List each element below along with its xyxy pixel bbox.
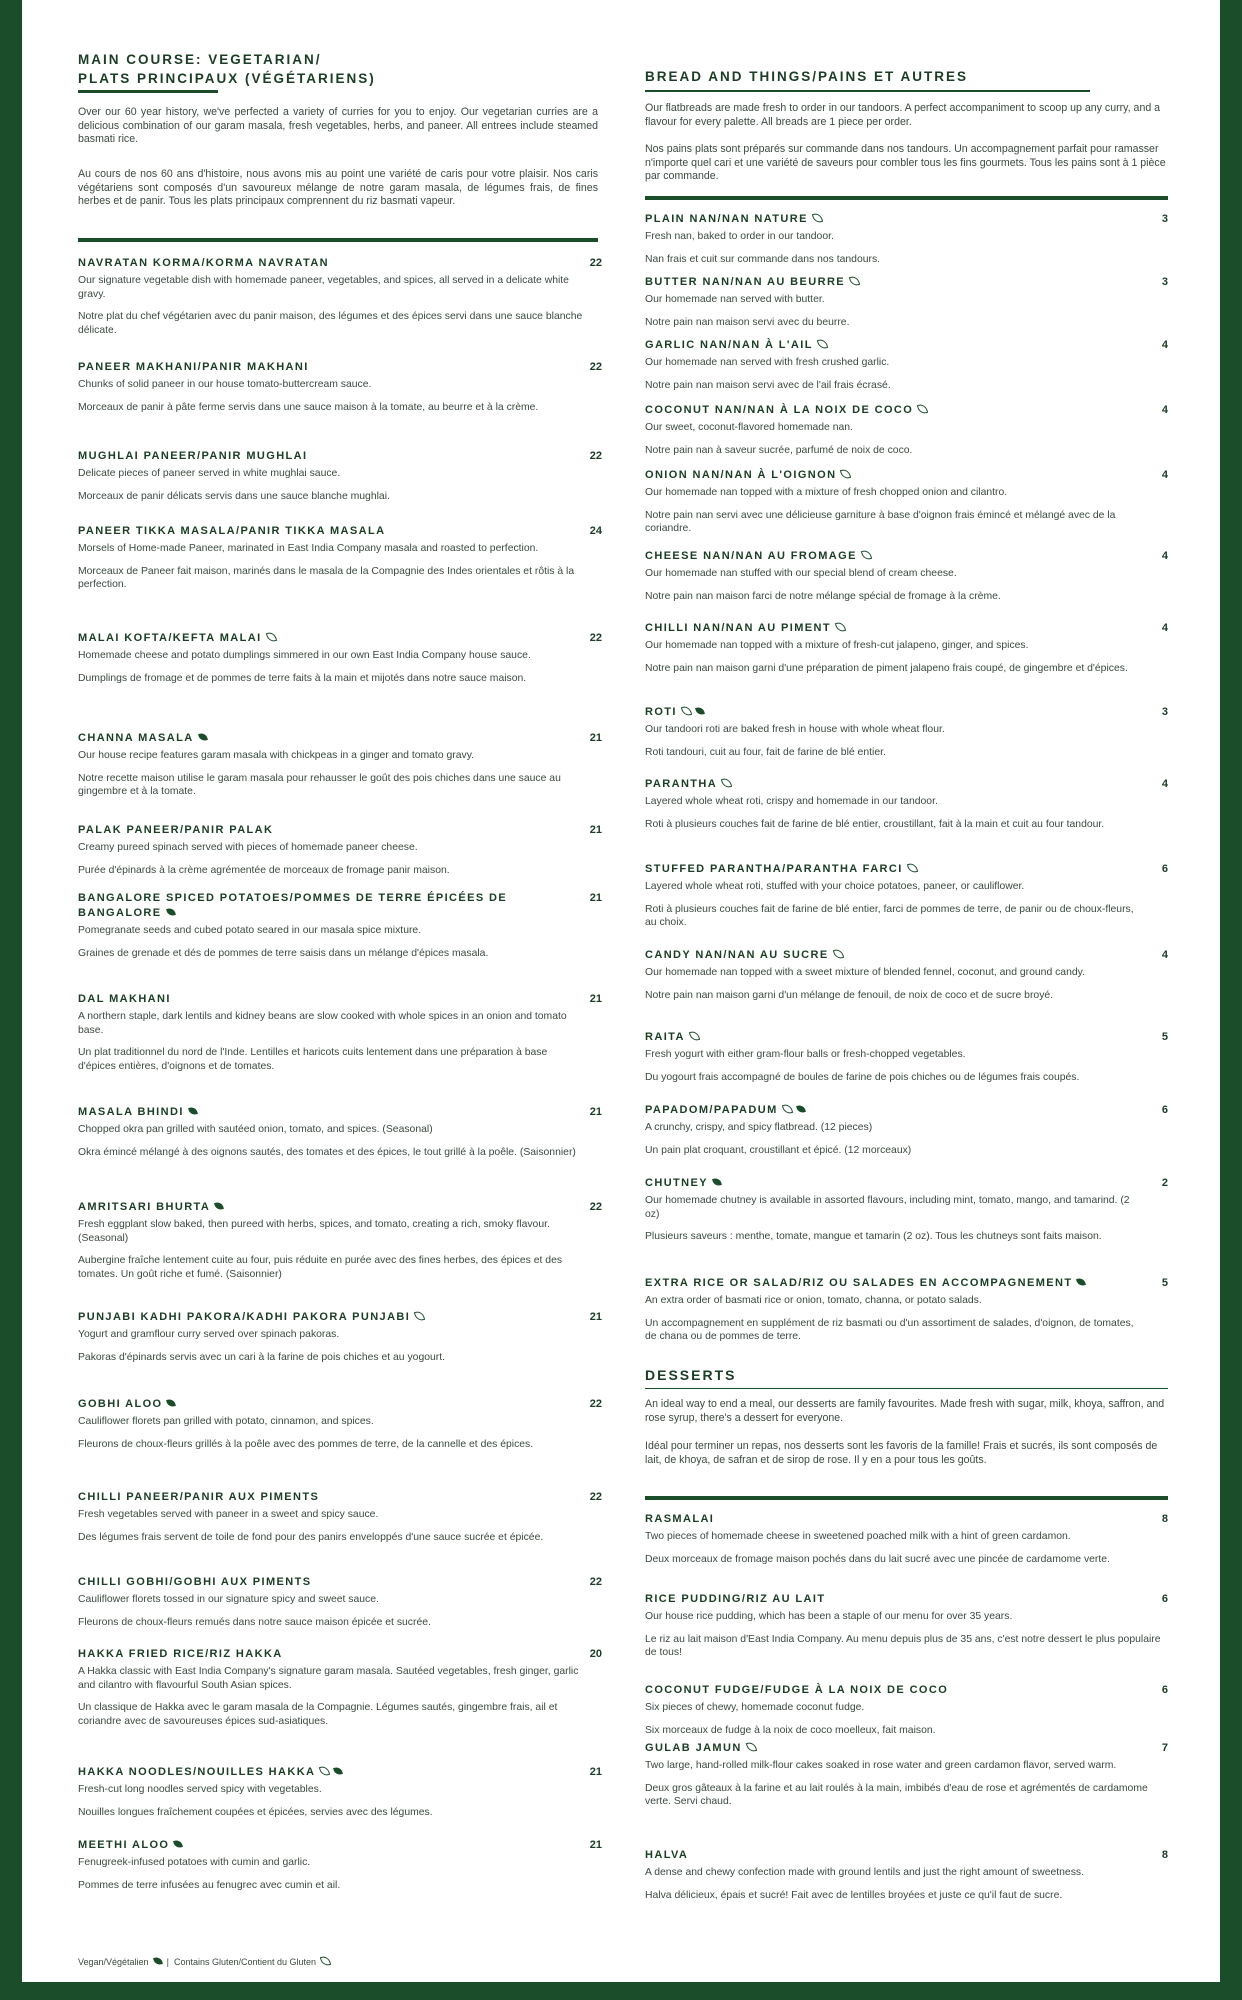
menu-item bbox=[78, 449, 602, 503]
gluten-wheat-icon bbox=[721, 777, 732, 789]
menu-item-name-text: RAITA bbox=[645, 1031, 685, 1043]
menu-item-name bbox=[645, 468, 1115, 483]
menu-item-name bbox=[645, 1592, 1135, 1607]
menu-item bbox=[78, 1647, 602, 1728]
gluten-wheat-icon bbox=[861, 549, 872, 561]
menu-item-price: 22 bbox=[589, 361, 602, 373]
menu-item-price: 6 bbox=[1161, 1104, 1168, 1116]
gluten-wheat-icon bbox=[689, 1030, 700, 1042]
menu-item-description-en: Layered whole wheat roti, crispy and homemade in our tandoor. bbox=[645, 796, 938, 807]
menu-item-description-en: Our house recipe features garam masala with chickpeas in a ginger and tomato gravy. bbox=[78, 750, 475, 761]
menu-item-name bbox=[645, 777, 1115, 792]
menu-item bbox=[645, 1592, 1168, 1660]
menu-item-name-text: CHILLI PANEER/PANIR AUX PIMENTS bbox=[78, 1491, 320, 1503]
bread-title: BREAD AND THINGS/PAINS ET AUTRES bbox=[645, 69, 969, 84]
menu-item-description-fr: Fleurons de choux-fleurs grillés à la poêle avec des pommes de terre, de la cannelle et des épices. bbox=[78, 1438, 534, 1450]
menu-item-description-en: Our house rice pudding, which has been a staple of our menu for over 35 years. bbox=[645, 1611, 1013, 1622]
menu-item-description-fr: Un classique de Hakka avec le garam masala de la Compagnie. Légumes sautés, gingembre frais, ail et coriandre avec de savoureuses épices sud-asiatiques. bbox=[78, 1702, 558, 1727]
menu-item-name-text: MALAI KOFTA/KEFTA MALAI bbox=[78, 632, 262, 644]
vegan-leaf-icon bbox=[188, 1106, 198, 1116]
menu-item-price: 21 bbox=[589, 732, 602, 744]
section-divider bbox=[78, 238, 598, 242]
menu-item-description-en: Cauliflower florets tossed in our signature spicy and sweet sauce. bbox=[78, 1594, 379, 1605]
menu-item-name bbox=[645, 1276, 1115, 1291]
bread-title-underline bbox=[645, 90, 1090, 92]
menu-item-description-en: Our homemade nan topped with a mixture of fresh chopped onion and cilantro. bbox=[645, 487, 1008, 498]
menu-item-price: 22 bbox=[589, 450, 602, 462]
menu-item-description-en: Fresh vegetables served with paneer in a sweet and spicy sauce. bbox=[78, 1509, 379, 1520]
menu-item bbox=[78, 891, 602, 960]
menu-item-name-text: HALVA bbox=[645, 1849, 689, 1861]
menu-item-description-en: Our homemade chutney is available in assorted flavours, including mint, tomato, mango, and tamarind. (2 oz) bbox=[645, 1195, 1130, 1220]
menu-item-description-fr: Plusieurs saveurs : menthe, tomate, mangue et tamarin (2 oz). Tous les chutneys sont faits maison. bbox=[645, 1231, 1102, 1242]
menu-item-price: 3 bbox=[1161, 276, 1168, 288]
menu-item-description-en: A Hakka classic with East India Company's signature garam masala. Sautéed vegetables, fresh ginger, garlic and cilantro with flavourful South Asian spices. bbox=[78, 1666, 579, 1691]
menu-item bbox=[78, 1838, 602, 1892]
menu-item-description-fr: Le riz au lait maison d'East India Company. Au menu depuis plus de 35 ans, c'est notre dessert le plus populaire de tous! bbox=[645, 1633, 1161, 1658]
menu-item-description-fr: Halva délicieux, épais et sucré! Fait avec de lentilles broyées et juste ce qu'il faut de sucre. bbox=[645, 1889, 1063, 1901]
menu-item bbox=[78, 992, 602, 1073]
menu-item-name bbox=[645, 621, 1115, 636]
menu-item-name-text: RICE PUDDING/RIZ AU LAIT bbox=[645, 1593, 826, 1605]
menu-item-description-fr: Deux morceaux de fromage maison pochés dans du lait sucré avec une pincée de cardamome verte. bbox=[645, 1553, 1110, 1565]
menu-item bbox=[78, 1575, 602, 1629]
menu-item-price: 2 bbox=[1161, 1177, 1168, 1189]
bread-divider bbox=[645, 196, 1168, 200]
vegan-leaf-icon bbox=[214, 1201, 224, 1211]
menu-item-name-text: PANEER MAKHANI/PANIR MAKHANI bbox=[78, 361, 309, 373]
menu-item-description-en: Our tandoori roti are baked fresh in house with whole wheat flour. bbox=[645, 724, 945, 735]
gluten-wheat-icon bbox=[781, 1103, 792, 1115]
menu-item-name bbox=[645, 1848, 1135, 1863]
menu-item bbox=[78, 1490, 602, 1544]
desserts-intro-en: An ideal way to end a meal, our desserts are family favourites. Made fresh with sugar, milk, khoya, saffron, and rose syrup, there's a dessert for everyone. bbox=[645, 1398, 1165, 1424]
gluten-wheat-icon bbox=[320, 1955, 331, 1967]
main-course-title: MAIN COURSE: VEGETARIAN/ PLATS PRINCIPAUX (VÉGÉTARIENS) bbox=[78, 52, 376, 86]
menu-item-description-fr: Dumplings de fromage et de pommes de terre faits à la main et mijotés dans notre sauce maison. bbox=[78, 672, 527, 684]
menu-item-description-fr: Roti tandouri, cuit au four, fait de farine de blé entier. bbox=[645, 746, 886, 758]
menu-item-name bbox=[645, 862, 1115, 877]
menu-item-description-fr: Du yogourt frais accompagné de boules de farine de pois chiches ou de légumes frais coupés. bbox=[645, 1071, 1080, 1083]
menu-item-name-text: STUFFED PARANTHA/PARANTHA FARCI bbox=[645, 863, 903, 875]
menu-item-name-text: GARLIC NAN/NAN À L'AIL bbox=[645, 339, 813, 351]
menu-item-name-text: CHUTNEY bbox=[645, 1177, 708, 1189]
menu-item-description-en: Morsels of Home-made Paneer, marinated in East India Company masala and roasted to perfection. bbox=[78, 543, 539, 554]
menu-item-name-text: PAPADOM/PAPADUM bbox=[645, 1104, 778, 1116]
menu-item bbox=[78, 1200, 602, 1281]
menu-item bbox=[645, 275, 1168, 329]
menu-item-description-fr: Notre pain nan à saveur sucrée, parfumé de noix de coco. bbox=[645, 444, 913, 456]
menu-item-name-text: CANDY NAN/NAN AU SUCRE bbox=[645, 949, 829, 961]
menu-item-description-en: A crunchy, crispy, and spicy flatbread. (12 pieces) bbox=[645, 1122, 873, 1133]
menu-item-description-fr: Roti à plusieurs couches fait de farine de blé entier, croustillant, fait à la main et cuit au four tandour. bbox=[645, 818, 1105, 830]
menu-item-name bbox=[78, 823, 556, 838]
menu-item-name-text: DAL MAKHANI bbox=[78, 993, 171, 1005]
menu-item-description-en: Our homemade nan served with fresh crushed garlic. bbox=[645, 357, 890, 368]
menu-item-price: 21 bbox=[589, 1106, 602, 1118]
menu-item-name bbox=[78, 1765, 556, 1780]
menu-item-name-text: PLAIN NAN/NAN NATURE bbox=[645, 213, 808, 225]
menu-item-description-en: Fresh-cut long noodles served spicy with vegetables. bbox=[78, 1784, 322, 1795]
gluten-wheat-icon bbox=[812, 212, 823, 224]
menu-item-name bbox=[78, 731, 556, 746]
border-right bbox=[1220, 0, 1242, 2000]
menu-item-price: 21 bbox=[589, 892, 602, 904]
menu-item-price: 4 bbox=[1161, 339, 1168, 351]
menu-item-name bbox=[645, 1512, 1135, 1527]
gluten-wheat-icon bbox=[840, 468, 851, 480]
menu-item-name-text: PALAK PANEER/PANIR PALAK bbox=[78, 824, 274, 836]
menu-item-name-text: PUNJABI KADHI PAKORA/KADHI PAKORA PUNJABI bbox=[78, 1311, 411, 1323]
menu-item-description-en: Our sweet, coconut-flavored homemade nan. bbox=[645, 422, 853, 433]
menu-item-description-en: Our homemade nan topped with a mixture of fresh-cut jalapeno, ginger, and spices. bbox=[645, 640, 1029, 651]
menu-item-description-en: Pomegranate seeds and cubed potato seared in our masala spice mixture. bbox=[78, 925, 422, 936]
gluten-wheat-icon bbox=[917, 403, 928, 415]
menu-item-name bbox=[78, 524, 556, 539]
menu-item bbox=[78, 823, 602, 877]
menu-item bbox=[645, 862, 1168, 930]
menu-item-description-fr: Morceaux de panir à pâte ferme servis dans une sauce maison à la tomate, au beurre et à la crème. bbox=[78, 401, 539, 413]
menu-item-description-fr: Fleurons de choux-fleurs remués dans notre sauce maison épicée et sucrée. bbox=[78, 1616, 431, 1628]
vegan-leaf-icon bbox=[153, 1956, 163, 1966]
menu-item-description-en: Our signature vegetable dish with homemade paneer, vegetables, and spices, all served in a delicate white gravy. bbox=[78, 275, 569, 300]
desserts-divider bbox=[645, 1496, 1168, 1500]
menu-item-price: 4 bbox=[1161, 778, 1168, 790]
menu-item bbox=[645, 1848, 1168, 1902]
menu-item-name-text: GULAB JAMUN bbox=[645, 1742, 742, 1754]
menu-item-price: 8 bbox=[1161, 1849, 1168, 1861]
border-left bbox=[0, 0, 22, 2000]
menu-item-price: 22 bbox=[589, 257, 602, 269]
menu-item bbox=[645, 1103, 1168, 1157]
menu-item-price: 3 bbox=[1161, 213, 1168, 225]
menu-item bbox=[645, 621, 1168, 675]
vegan-leaf-icon bbox=[695, 706, 705, 716]
title-underline bbox=[78, 90, 218, 93]
menu-item-description-fr: Nouilles longues fraîchement coupées et épicées, servies avec des légumes. bbox=[78, 1806, 433, 1818]
menu-item bbox=[645, 1030, 1168, 1084]
menu-item-name-text: MUGHLAI PANEER/PANIR MUGHLAI bbox=[78, 450, 308, 462]
menu-item-description-fr: Purée d'épinards à la crème agrémentée de morceaux de fromage panir maison. bbox=[78, 864, 450, 876]
desserts-title: DESSERTS bbox=[645, 1367, 737, 1383]
menu-item-name-text: CHEESE NAN/NAN AU FROMAGE bbox=[645, 550, 857, 562]
menu-item-description-fr: Notre pain nan maison garni d'un mélange de fenouil, de noix de coco et de sucre broyé. bbox=[645, 989, 1054, 1001]
menu-item-name-text: MASALA BHINDI bbox=[78, 1106, 184, 1118]
menu-item-description-en: Delicate pieces of paneer served in white mughlai sauce. bbox=[78, 468, 341, 479]
desserts-intro-fr: Idéal pour terminer un repas, nos desserts sont les favoris de la famille! Frais et sucrés, ils sont composés de lait, de khoya, de safran et de sirop de rose. Il y en a pour tous les goûts. bbox=[645, 1440, 1158, 1466]
menu-item-description-fr: Graines de grenade et dés de pommes de terre saisis dans un mélange d'épices masala. bbox=[78, 947, 489, 959]
menu-item-description-fr: Notre recette maison utilise le garam masala pour rehausser le goût des pois chiches dans une sauce au gingembre et à la tomate. bbox=[78, 772, 561, 797]
menu-item-description-fr: Morceaux de Paneer fait maison, marinés dans le masala de la Compagnie des Indes orientales et rôtis à la perfection. bbox=[78, 565, 575, 590]
menu-item bbox=[645, 777, 1168, 831]
bread-intro-fr: Nos pains plats sont préparés sur commande dans nos tandours. Un accompagnement parfait pour ramasser n'importe quel cari et une variété de saveurs pour combler tous les fins gourmets. Tous les pains sont à 1 pièce par commande. bbox=[645, 143, 1166, 182]
menu-item-name-text: AMRITSARI BHURTA bbox=[78, 1201, 211, 1213]
menu-item-description-fr: Deux gros gâteaux à la farine et au lait roulés à la main, imbibés d'eau de rose et agrémentés de cardamome verte. Servi chaud. bbox=[645, 1782, 1148, 1807]
menu-item-description-en: A northern staple, dark lentils and kidney beans are slow cooked with whole spices in an onion and tomato base. bbox=[78, 1011, 567, 1036]
menu-item-description-en: Two large, hand-rolled milk-flour cakes soaked in rose water and green cardamon flavor, served warm. bbox=[645, 1760, 1117, 1771]
menu-item bbox=[78, 524, 602, 592]
menu-item-price: 4 bbox=[1161, 469, 1168, 481]
menu-item-description-en: Chunks of solid paneer in our house tomato-buttercream sauce. bbox=[78, 379, 372, 390]
menu-item-name-text: EXTRA RICE OR SALAD/RIZ OU SALADES EN ACCOMPAGNEMENT bbox=[645, 1277, 1073, 1289]
menu-item bbox=[78, 360, 602, 414]
vegan-leaf-icon bbox=[173, 1839, 183, 1849]
menu-item bbox=[645, 1683, 1168, 1737]
menu-item-name bbox=[645, 1030, 1115, 1045]
border-bottom bbox=[0, 1982, 1242, 2000]
menu-item-description-en: Fresh yogurt with either gram-flour balls or fresh-chopped vegetables. bbox=[645, 1049, 966, 1060]
menu-item-description-fr: Morceaux de panir délicats servis dans une sauce blanche mughlai. bbox=[78, 490, 390, 502]
menu-item-price: 4 bbox=[1161, 550, 1168, 562]
menu-item bbox=[645, 338, 1168, 392]
menu-item-description-fr: Pommes de terre infusées au fenugrec avec cumin et ail. bbox=[78, 1879, 341, 1891]
menu-item-description-en: A dense and chewy confection made with ground lentils and just the right amount of sweetness. bbox=[645, 1867, 1084, 1878]
menu-item-name bbox=[645, 549, 1115, 564]
menu-item-description-en: Cauliflower florets pan grilled with potato, cinnamon, and spices. bbox=[78, 1416, 374, 1427]
menu-item-price: 20 bbox=[589, 1648, 602, 1660]
vegan-leaf-icon bbox=[166, 907, 176, 917]
menu-item-description-fr: Notre plat du chef végétarien avec du panir maison, des légumes et des épices servi dans une sauce blanche délicate. bbox=[78, 311, 583, 336]
menu-item-description-en: Fresh eggplant slow baked, then pureed with herbs, spices, and tomato, creating a rich, smoky flavour. (Seasonal) bbox=[78, 1219, 550, 1244]
menu-item-name-text: PANEER TIKKA MASALA/PANIR TIKKA MASALA bbox=[78, 525, 386, 537]
menu-item-description-en: Our homemade nan topped with a sweet mixture of blended fennel, coconut, and ground candy. bbox=[645, 967, 1085, 978]
menu-item bbox=[645, 1741, 1168, 1809]
menu-item-description-en: Our homemade nan stuffed with our special blend of cream cheese. bbox=[645, 568, 957, 579]
menu-item-name bbox=[645, 212, 1115, 227]
menu-item-price: 6 bbox=[1161, 1684, 1168, 1696]
menu-item bbox=[645, 468, 1168, 536]
menu-item-name-text: BUTTER NAN/NAN AU BEURRE bbox=[645, 276, 846, 288]
menu-item-name bbox=[645, 1176, 1115, 1191]
menu-item-description-en: Two pieces of homemade cheese in sweetened poached milk with a hint of green cardamon. bbox=[645, 1531, 1071, 1542]
menu-item-description-fr: Nan frais et cuit sur commande dans nos tandours. bbox=[645, 253, 881, 265]
menu-item-name-text: MEETHI ALOO bbox=[78, 1839, 170, 1851]
menu-item bbox=[645, 403, 1168, 457]
gluten-wheat-icon bbox=[907, 862, 918, 874]
menu-item-price: 7 bbox=[1161, 1742, 1168, 1754]
menu-item-description-en: Homemade cheese and potato dumplings simmered in our own East India Company house sauce. bbox=[78, 650, 531, 661]
menu-item-name bbox=[645, 403, 1115, 418]
menu-item-name-text: BANGALORE SPICED POTATOES/POMMES DE TERRE ÉPICÉES DE BANGALORE bbox=[78, 892, 508, 919]
menu-item bbox=[645, 1176, 1168, 1244]
menu-item bbox=[645, 212, 1168, 266]
menu-item bbox=[78, 256, 602, 337]
menu-item-name bbox=[78, 891, 556, 921]
menu-item-price: 5 bbox=[1161, 1031, 1168, 1043]
menu-item-name-text: HAKKA NOODLES/NOUILLES HAKKA bbox=[78, 1766, 316, 1778]
menu-item bbox=[645, 1512, 1168, 1566]
menu-item-name-text: COCONUT NAN/NAN À LA NOIX DE COCO bbox=[645, 404, 914, 416]
main-course-intro-en: Over our 60 year history, we've perfected a variety of curries for you to enjoy. Our vegetarian curries are a delicious combination of our garam masala, fresh vegetables, herbs, and paneer. All entrees include steamed basmati rice. bbox=[78, 106, 598, 145]
menu-item-description-fr: Notre pain nan maison farci de notre mélange spécial de fromage à la crème. bbox=[645, 590, 1001, 602]
menu-item-description-fr: Six morceaux de fudge à la noix de coco moelleux, fait maison. bbox=[645, 1724, 936, 1736]
menu-item-name bbox=[78, 449, 556, 464]
menu-item bbox=[78, 1105, 602, 1159]
menu-item-description-fr: Des légumes frais servent de toile de fond pour des panirs enveloppés d'une sauce sucrée et épicée. bbox=[78, 1531, 544, 1543]
menu-item-description-en: Yogurt and gramflour curry served over spinach pakoras. bbox=[78, 1329, 340, 1340]
menu-item-price: 3 bbox=[1161, 706, 1168, 718]
vegan-leaf-icon bbox=[167, 1398, 177, 1408]
menu-item bbox=[78, 1310, 602, 1364]
menu-item-description-en: Layered whole wheat roti, stuffed with your choice potatoes, paneer, or cauliflower. bbox=[645, 881, 1025, 892]
vegan-leaf-icon bbox=[334, 1766, 344, 1776]
menu-item-name bbox=[78, 1397, 556, 1412]
menu-item-name-text: RASMALAI bbox=[645, 1513, 715, 1525]
menu-item-price: 4 bbox=[1161, 949, 1168, 961]
menu-item-price: 21 bbox=[589, 824, 602, 836]
menu-item-name bbox=[645, 1683, 1135, 1698]
bread-intro-en: Our flatbreads are made fresh to order in our tandoors. A perfect accompaniment to scoop up any curry, and a flavour for every palette. All breads are 1 piece per order. bbox=[645, 102, 1161, 128]
menu-item-name bbox=[78, 1575, 556, 1590]
menu-item-description-en: An extra order of basmati rice or onion, tomato, channa, or potato salads. bbox=[645, 1295, 982, 1306]
menu-item bbox=[78, 1397, 602, 1451]
menu-item-description-fr: Okra émincé mélangé à des oignons sautés, des tomates et des épices, le tout grillé à la poêle. (Saisonnier) bbox=[78, 1146, 576, 1158]
menu-item-price: 4 bbox=[1161, 404, 1168, 416]
vegan-leaf-icon bbox=[1077, 1277, 1087, 1287]
menu-item-price: 4 bbox=[1161, 622, 1168, 634]
menu-item-name bbox=[78, 631, 556, 646]
legend-gluten-label: Contains Gluten/Contient du Gluten bbox=[173, 1957, 317, 1967]
menu-item-name-text: HAKKA FRIED RICE/RIZ HAKKA bbox=[78, 1648, 283, 1660]
menu-item-description-en: Fenugreek-infused potatoes with cumin and garlic. bbox=[78, 1857, 311, 1868]
menu-item-name-text: NAVRATAN KORMA/KORMA NAVRATAN bbox=[78, 257, 330, 269]
menu-item-price: 21 bbox=[589, 1839, 602, 1851]
gluten-wheat-icon bbox=[817, 338, 828, 350]
menu-item bbox=[78, 631, 602, 685]
menu-item-name bbox=[78, 1647, 556, 1662]
menu-item-description-fr: Un plat traditionnel du nord de l'Inde. Lentilles et haricots cuits lentement dans une préparation à base d'épices entières, d'oignons et de tomates. bbox=[78, 1047, 548, 1072]
menu-item-name bbox=[78, 1490, 556, 1505]
menu-item-name-text: COCONUT FUDGE/FUDGE À LA NOIX DE COCO bbox=[645, 1684, 949, 1696]
menu-item bbox=[78, 731, 602, 799]
menu-item-price: 5 bbox=[1161, 1277, 1168, 1289]
desserts-title-underline bbox=[645, 1388, 1168, 1389]
menu-item-name-text: CHILLI NAN/NAN AU PIMENT bbox=[645, 622, 831, 634]
menu-item-name bbox=[78, 1200, 556, 1215]
menu-item-name bbox=[78, 1310, 556, 1325]
main-course-intro-fr: Au cours de nos 60 ans d'histoire, nous avons mis au point une variété de caris pour votre plaisir. Nos caris végétariens sont composés d'un savoureux mélange de notre garam masala, de légumes frais, de fines herbes et de panir. Tous les plats principaux comprennent du riz basmati vapeur. bbox=[78, 168, 598, 207]
menu-item-price: 6 bbox=[1161, 863, 1168, 875]
menu-item bbox=[78, 1765, 602, 1819]
menu-item-name bbox=[78, 1105, 556, 1120]
menu-item-price: 24 bbox=[589, 525, 602, 537]
menu-item-name bbox=[645, 1741, 1135, 1756]
menu-item-price: 8 bbox=[1161, 1513, 1168, 1525]
gluten-wheat-icon bbox=[319, 1765, 330, 1777]
menu-item-name bbox=[645, 705, 1115, 720]
menu-item-name bbox=[645, 948, 1115, 963]
menu-item-name-text: CHANNA MASALA bbox=[78, 732, 194, 744]
menu-item-name-text: ROTI bbox=[645, 706, 677, 718]
gluten-wheat-icon bbox=[265, 631, 276, 643]
menu-item-description-fr: Notre pain nan servi avec une délicieuse garniture à base d'oignon frais émincé et mélangé avec de la coriandre. bbox=[645, 509, 1116, 534]
gluten-wheat-icon bbox=[681, 705, 692, 717]
menu-item-description-en: Creamy pureed spinach served with pieces of homemade paneer cheese. bbox=[78, 842, 418, 853]
menu-item-price: 22 bbox=[589, 1491, 602, 1503]
menu-item-price: 21 bbox=[589, 1766, 602, 1778]
menu-item-description-fr: Notre pain nan maison garni d'une préparation de piment jalapeno frais coupé, de gingembre et d'épices. bbox=[645, 662, 1128, 674]
menu-item-description-fr: Roti à plusieurs couches fait de farine de blé entier, farci de pommes de terre, de panir ou de choux-fleurs, au choix. bbox=[645, 903, 1134, 928]
gluten-wheat-icon bbox=[835, 621, 846, 633]
menu-item-price: 6 bbox=[1161, 1593, 1168, 1605]
menu-item-description-fr: Un accompagnement en supplément de riz basmati ou d'un assortiment de salades, d'oignon, de tomates, de chana ou de pommes de terre. bbox=[645, 1317, 1134, 1342]
legend-vegan-label: Vegan/Végétalien bbox=[78, 1957, 149, 1967]
menu-item-price: 22 bbox=[589, 1398, 602, 1410]
menu-item-price: 21 bbox=[589, 1311, 602, 1323]
menu-item-name-text: ONION NAN/NAN À L'OIGNON bbox=[645, 469, 837, 481]
menu-item-price: 22 bbox=[589, 632, 602, 644]
gluten-wheat-icon bbox=[414, 1310, 425, 1322]
menu-item bbox=[645, 948, 1168, 1002]
menu-item bbox=[645, 549, 1168, 603]
gluten-wheat-icon bbox=[832, 948, 843, 960]
menu-item-description-en: Our homemade nan served with butter. bbox=[645, 294, 825, 305]
menu-item-name bbox=[78, 1838, 556, 1853]
menu-item-name bbox=[78, 992, 556, 1007]
menu-item-price: 21 bbox=[589, 993, 602, 1005]
legend-separator: | bbox=[166, 1957, 169, 1967]
vegan-leaf-icon bbox=[796, 1104, 806, 1114]
menu-item bbox=[645, 705, 1168, 759]
menu-item-name bbox=[645, 338, 1115, 353]
menu-item-description-en: Chopped okra pan grilled with sautéed onion, tomato, and spices. (Seasonal) bbox=[78, 1124, 433, 1135]
menu-item-name-text: GOBHI ALOO bbox=[78, 1398, 163, 1410]
menu-item-description-fr: Un pain plat croquant, croustillant et épicé. (12 morceaux) bbox=[645, 1144, 912, 1156]
menu-item-name bbox=[78, 256, 556, 271]
menu-item-price: 22 bbox=[589, 1576, 602, 1588]
menu-item-description-fr: Aubergine fraîche lentement cuite au four, puis réduite en purée avec des fines herbes, des épices et des tomates. Un goût riche et fumé. (Saisonnier) bbox=[78, 1255, 563, 1280]
menu-item-name-text: PARANTHA bbox=[645, 778, 718, 790]
menu-item-name bbox=[645, 275, 1115, 290]
menu-item-description-en: Fresh nan, baked to order in our tandoor. bbox=[645, 231, 834, 242]
legend bbox=[78, 1956, 330, 1967]
menu-item-name bbox=[645, 1103, 1115, 1118]
menu-item-description-en: Six pieces of chewy, homemade coconut fudge. bbox=[645, 1702, 865, 1713]
menu-item-name bbox=[78, 360, 556, 375]
menu-item-price: 22 bbox=[589, 1201, 602, 1213]
gluten-wheat-icon bbox=[746, 1741, 757, 1753]
gluten-wheat-icon bbox=[849, 275, 860, 287]
menu-item-description-fr: Pakoras d'épinards servis avec un cari à la farine de pois chiches et au yogourt. bbox=[78, 1351, 446, 1363]
vegan-leaf-icon bbox=[712, 1177, 722, 1187]
vegan-leaf-icon bbox=[198, 732, 208, 742]
menu-item-name-text: CHILLI GOBHI/GOBHI AUX PIMENTS bbox=[78, 1576, 312, 1588]
menu-item bbox=[645, 1276, 1168, 1344]
menu-item-description-fr: Notre pain nan maison servi avec du beurre. bbox=[645, 316, 850, 328]
menu-item-description-fr: Notre pain nan maison servi avec de l'ail frais écrasé. bbox=[645, 379, 891, 391]
